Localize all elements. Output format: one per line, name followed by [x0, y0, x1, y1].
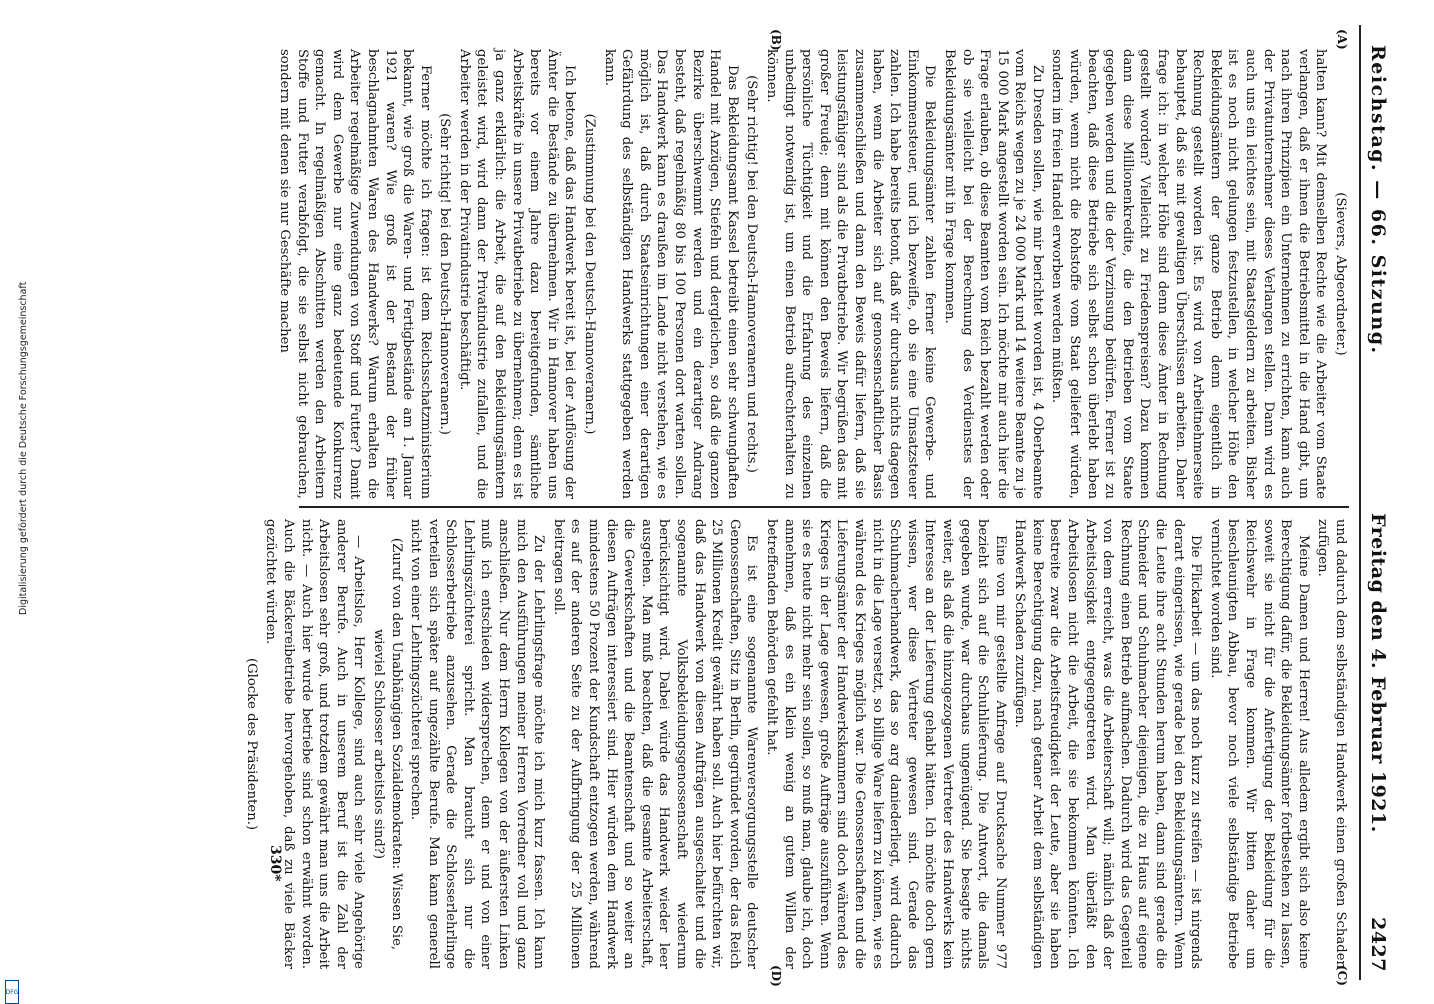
paragraph: Es ist eine sogenannte Warenversorgungsstelle deutscher Genossenschaften, Sitz in Berlin, gegründet worden, der das Reich 25 Millionen Kredit gewährt haben soll. Auch hier befürchten wir, daß das Handwerk von diesen Aufträgen ausgeschaltet und die sogenannte Volksbekleidungsgenossenschaft wiederum berücksichtigt wird. Dabei würde das Handwerk wieder leer ausgehen. Man muß beachten, daß die gesamte Arbeiterschaft, die Gewerkschaften und die Beamtenschaft und so weiter an diesen Aufträgen interessiert sind. Hier würden dem Handwerk mindestens 50 Prozent der Kundschaft entzogen werden, während es auf der anderen Seite zu der Aufbringung der 25 Millionen beitragen soll. [550, 519, 760, 969]
paragraph: — Arbeitslos, Herr Kollege, sind auch sehr viele Angehörige anderer Berufe. Auch in unserem Beruf ist die Zahl der Arbeitslosen sehr groß, und trotzdem gewährt man uns die Arbeit nicht. — Auch hier wurde betriebe sind schon erwähnt worden. Auch die Bäckereibetriebe hervorgehoben, daß zu viele Bäcker gezüchtet würden. [263, 519, 367, 969]
interjection: (Zustimmung bei den Deutsch-Hannoveranern.) [582, 113, 598, 435]
interjection: (Sehr richtig! bei den Deutsch-Hannoveranern und rechts.) [744, 75, 760, 473]
paragraph: Meine Damen und Herren! Aus alledem ergibt sich also keine Berechtigung dafür, die Bekleidungsämter fortbestehen zu lassen, soweit sie nicht für die Anfertigung der Bekleidung für die Reichswehr in Frage kommen. Wir bitten daher um beschleunigten Abbau, bevor noch viele selbständige Betriebe vernichtet worden sind. [1207, 519, 1311, 969]
left-column [276, 49, 1349, 499]
paragraph: Das Bekleidungsamt Kassel betreibt einen sehr schwunghaften Handel mit Anzügen, Stiefeln und dergleichen, so daß die ganzen Bezirke überschwemmt werden und ein derartiger Andrang besteht, daß regelmäßig 80 bis 100 Personen dort warten sollen. Das Handwerk kann es draußen im Lande nicht verstehen, wie es möglich ist, daß durch Staatseinrichtungen einer derartigen Gefährdung des selbständigen Handwerks stattgegeben werden kann. [601, 49, 740, 499]
interjection: (Glocke des Präsidenten.) [243, 657, 259, 831]
header-rule [1359, 25, 1361, 980]
paragraph: Ich betone, daß das Handwerk bereit ist, bei der Auflösung der Ämter die Bestände zu übernehmen. Wir in Hannover haben uns bereits vor einem Jahre dazu bereitgefunden, sämtliche Arbeitskräfte in unsere Privatbetriebe zu übernehmen; denn es ist ja ganz erklärlich: die Arbeit, die auf den Bekleidungsämtern geleistet wird, wird dann der Privatindustrie zufallen, und die Arbeiter werden in der Privatindustrie beschäftigt. [456, 49, 578, 499]
interjection: (Zuruf von den Unabhängigen Sozialdemokraten: Wissen Sie, wieviel Schlosser arbeitslos sind?) [370, 537, 404, 951]
page-header [1361, 25, 1395, 980]
digitization-credit: Digitalisierung gefördert durch die Deutsche Forschungsgemeinschaft [18, 281, 29, 615]
margin-letter-b: (B) [769, 29, 783, 51]
interjection: (Sehr richtig! bei den Deutsch-Hannoveranern.) [437, 113, 453, 435]
paragraph: Die Flickarbeit — um das noch kurz zu streifen — ist nirgends derart eingerissen, wie gerade bei den Bekleidungsämtern. Wenn die Leute ihre acht Stunden herum haben, dann sind gerade die Schneider und Schuhmacher diejenigen, die zu Haus auf eigene Rechnung einen Betrieb aufmachen. Dadurch wird das Gegenteil von dem erreicht, was die Arbeiterschaft will; nämlich daß der Arbeitslosigkeit entgegengetreten wird. Man überläßt den Arbeitslosen nicht die Arbeit, die sie bekommen könnten. Ich bestreite zwar die Arbeitsfreudigkeit der Leute, aber sie haben keine Berechtigung dazu, nach getaner Arbeit dem selbständigen Handwerk Schaden zuzufügen. [1012, 519, 1204, 969]
document-page [85, 25, 1395, 987]
margin-letter-d: (D) [769, 965, 783, 987]
header-date [1367, 513, 1389, 972]
speaker-name: (Sievers, Abgeordneter.) [1333, 192, 1348, 356]
paragraph: Zu Dresden sollen, wie mir berichtet worden ist, 4 Oberbeamte vom Reichs wegen zu je 24 000 Mark und 14 weitere Beamte zu je 15 000 Mark angestellt worden sein. Ich möchte mir auch hier die Frage erlauben, ob diese Beamten vom Reich bezahlt werden oder ob sie vielleicht bei der Berechnung des Verdienstes der Bekleidungsämter mit in Frage kommen. [941, 49, 1045, 499]
paragraph: Die Bekleidungsämter zahlen ferner keine Gewerbe- und Einkommensteuer, und ich bezweifle, ob sie eine Umsatzsteuer zahlen. Ich habe bereits betont, daß wir durchaus nichts dagegen haben, wenn die Arbeiter sich auf genossenschaftlicher Basis zusammenschließen und dann den Beweis dafür liefern, daß sie leistungsfähiger sind als die Privatbetriebe. Wir begrüßen das mit großer Freude; denn mit können den Beweis liefern, daß die persönliche Tüchtigkeit und die Erfahrung des einzelnen unbedingt notwendig ist, um einen Betrieb aufrechterhalten zu können. [764, 49, 938, 499]
sheet-number: 330* [267, 845, 283, 882]
header-session: Reichstag. — 66. Sitzung. [1367, 45, 1389, 355]
header-date-text: Freitag den 4. Februar 1921. [1367, 513, 1389, 833]
digitization-strip [4, 10, 29, 996]
header-page-number: 2427 [1367, 917, 1389, 972]
paragraph: halten kann? Mit demselben Rechte wie die Arbeiter vom Staate verlangen, daß er ihnen die Betriebsmittel in die Hand gibt, um nach ihren Prinzipien ein Unternehmen zu errichten, kann auch der Privatunternehmer dieses Verlangen stellen. Dann wird es auch uns ein leichtes sein, mit Staatsgeldern zu arbeiten. Bisher ist es noch nicht gelungen festzustellen, in welcher Höhe den Bekleidungsämtern der ganze Betrieb denn eigentlich in Rechnung gestellt worden ist. Es wird von Arbeitnehmerseite behauptet, daß sie mit gewaltigen Überschüssen arbeiten. Daher frage ich: in welcher Höhe sind denn diese Ämter in Rechnung gestellt worden? Vielleicht zu Friedenspreisen? Dazu kommen dann diese Millionenkredite, die den Betrieben vom Staate gegeben werden und die der Verzinsung bedürfen. Ferner ist zu beachten, daß diese Betriebe sich selbst schon überlebt haben würden, wenn nicht die Rohstoffe vom Staat geliefert würden, sondern im freien Handel erworben werden müßten. [1049, 49, 1329, 499]
paragraph: Ferner möchte ich fragen: ist dem Reichsschatzministerium bekannt, wie groß die Waren- und Fertigbestände am 1. Januar 1921 waren? Wie groß ist der Bestand der früher beschlagnahmten Waren des Handwerks? Warum erhalten die Arbeiter regelmäßige Zuwendungen von Stoff und Futter? Damit wird dem Gewerbe nur eine ganz bedeutende Konkurrenz gemacht. In regelmäßigen Abschnitten werden den Arbeitern Stoffe und Futter verabfolgt, die sie selbst nicht gebrauchen, sondern mit denen sie nur Geschäfte machen [276, 49, 433, 499]
paragraph: und dadurch dem selbständigen Handwerk einen großen Schaden zufügen. [1315, 519, 1348, 969]
paragraph: Zu der Lehrlingsfrage möchte ich mich kurz fassen. Ich kann mich den Ausführungen meiner Herren Vorredner voll und ganz anschließen. Nur dem Herrn Kollegen von der äußersten Linken muß ich entschieden widersprechen, denn er und von einer Lehrlingszüchterei spricht. Man braucht sich nur die Schlosserbetriebe anzusehen. Gerade die Schlosserlehrlinge verteilen sich später auf ungezählte Berufe. Man kann generell nicht von einer Lehrlingszüchterei sprechen. [408, 519, 547, 969]
margin-letter-c: (C) [1335, 965, 1349, 986]
column-divider [299, 506, 1349, 508]
paragraph: Eine von mir gestellte Anfrage auf Drucksache Nummer 977 bezieht sich auf die Schuhlieferung. Die Antwort, die damals gegeben wurde, war durchaus ungenügend. Sie besagte nichts weiter, als daß die hinzugezogenen Vertreter des Handwerks kein Interesse an der Lieferung gehabt hätten. Ich möchte doch gern wissen, wer diese Vertreter gewesen sind. Gerade das Schuhmacherhandwerk, das so arg daniederliegt, wird dadurch nicht in die Lage versetzt, so billige Ware liefern zu können, wie es während des Krieges möglich war. Die Genossenschaften und die Lieferungsämter der Handwerkskammern sind doch während des Krieges in der Lage gewesen, große Aufträge auszuführen. Wenn sie es heute nicht mehr sein sollen, so muß man, glaube ich, doch annehmen, daß es ein klein wenig an gutem Willen der betreffenden Behörden gefehlt hat. [764, 519, 1008, 969]
dfg-logo-icon: DFG [5, 980, 19, 1004]
margin-letter-a: (A) [1335, 29, 1349, 50]
